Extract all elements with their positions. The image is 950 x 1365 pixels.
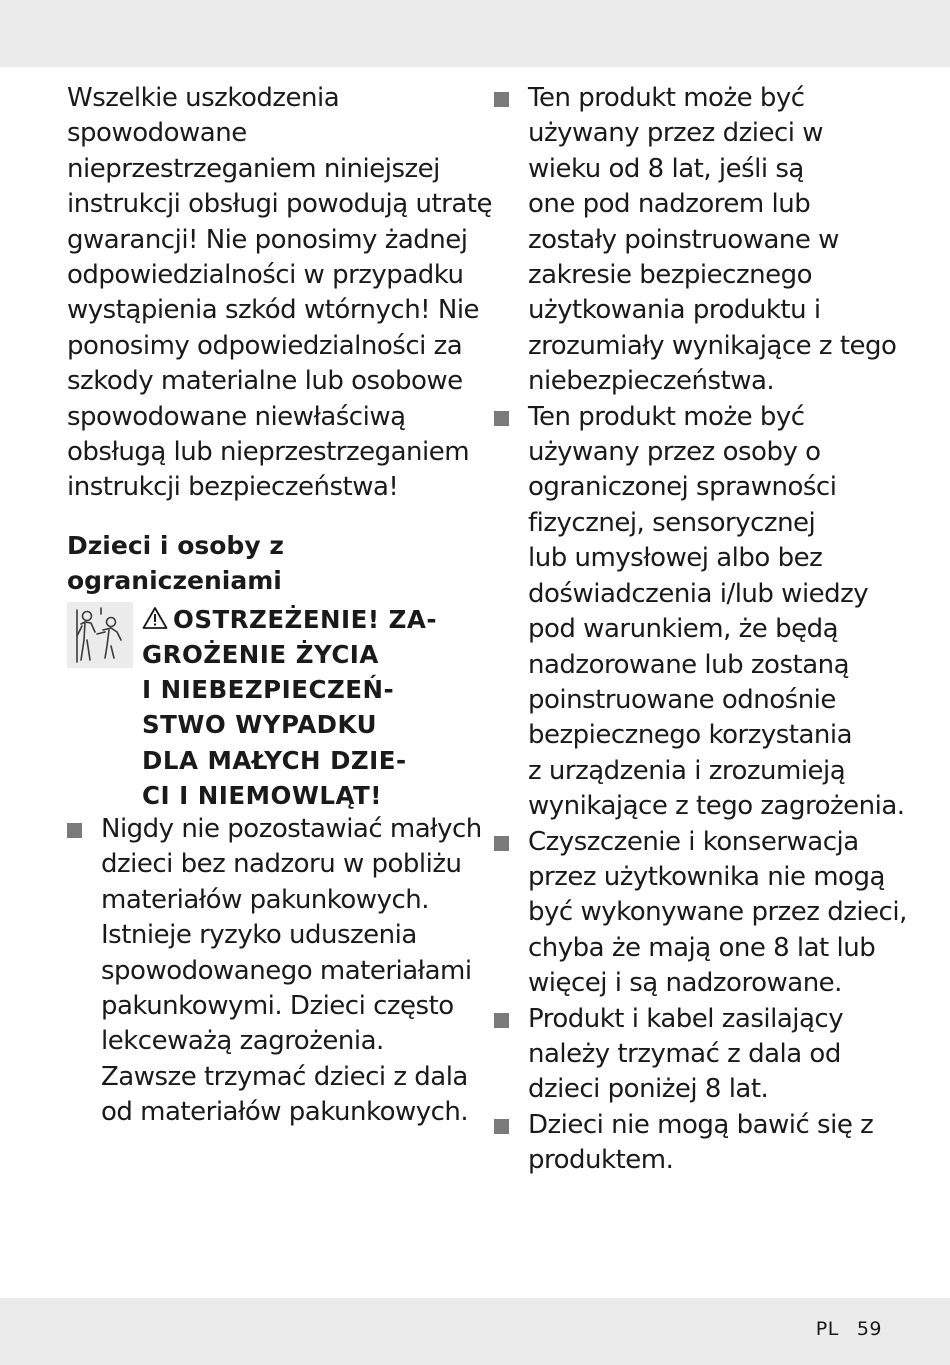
bullet-line: niebezpieczeństwa. — [528, 366, 775, 397]
bullet-line: wieku od 8 lat, jeśli są — [528, 153, 804, 184]
bullet-line: pakunkowymi. Dzieci często — [101, 990, 454, 1021]
list-item — [494, 825, 907, 1002]
warning-block — [67, 602, 467, 812]
intro-line: Wszelkie uszkodzenia — [67, 83, 340, 113]
page-number: 59 — [856, 1318, 882, 1340]
intro-line: odpowiedzialności w przypadku — [67, 260, 464, 291]
intro-line: spowodowane niewłaściwą — [67, 401, 406, 432]
right-column — [494, 81, 907, 1179]
language-code: PL — [815, 1318, 839, 1340]
bullet-square-icon — [67, 823, 82, 838]
bullet-line: ograniczonej sprawności — [528, 472, 837, 503]
bullet-line: Czyszczenie i konserwacja — [528, 826, 859, 857]
intro-line: szkody materialne lub osobowe — [67, 366, 463, 397]
list-item — [494, 1002, 894, 1108]
warning-line: CI I NIEMOWLĄT! — [142, 780, 382, 810]
bullet-line: Produkt i kabel zasilający — [528, 1003, 844, 1034]
warning-line — [142, 602, 437, 637]
intro-line: gwarancji! Nie ponosimy żadnej — [67, 224, 468, 255]
bullet-line: używany przez osoby o — [528, 437, 821, 468]
bullet-line: należy trzymać z dala od — [528, 1038, 841, 1069]
warning-line: STWO WYPADKU — [142, 710, 377, 740]
bullet-line: lub umysłowej albo bez — [528, 543, 823, 574]
list-item — [67, 812, 482, 1131]
bullet-line: fizycznej, sensorycznej — [528, 507, 816, 538]
bullet-line: Ten produkt może być — [528, 401, 805, 432]
list-item — [494, 81, 897, 400]
intro-paragraph — [67, 81, 492, 506]
bullet-square-icon — [494, 92, 509, 107]
child-adult-pictogram-icon — [67, 602, 133, 668]
bullet-square-icon — [494, 1013, 509, 1028]
bullet-line: poinstruowane odnośnie — [528, 684, 836, 715]
bullet-line: Istnieje ryzyko uduszenia — [101, 920, 417, 951]
bullet-square-icon — [494, 411, 509, 426]
warning-line-text: OSTRZEŻENIE! ZA- — [173, 604, 438, 634]
bottom-band — [0, 1298, 950, 1365]
bullet-line: z urządzenia i zrozumieją — [528, 755, 846, 786]
bullet-line: dzieci poniżej 8 lat. — [528, 1074, 769, 1105]
bullet-line: przez użytkownika nie mogą — [528, 861, 885, 892]
bullet-line: produktem. — [528, 1145, 674, 1176]
bullet-line: doświadczenia i/lub wiedzy — [528, 578, 869, 609]
bullet-line: Dzieci nie mogą bawić się z — [528, 1109, 874, 1140]
bullet-line: więcej i są nadzorowane. — [528, 968, 842, 999]
bullet-line: być wykonywane przez dzieci, — [528, 897, 907, 928]
warning-line: GROŻENIE ŻYCIA — [142, 640, 379, 670]
bullet-line: dzieci bez nadzoru w pobliżu — [101, 849, 462, 880]
warning-line: I NIEBEZPIECZEŃ- — [142, 675, 395, 705]
bullet-line: zostały poinstruowane w — [528, 224, 839, 255]
bullet-line: używany przez dzieci w — [528, 118, 824, 149]
intro-line: wystąpienia szkód wtórnych! Nie — [67, 295, 480, 326]
bullet-line: pod warunkiem, że będą — [528, 614, 839, 645]
bullet-line: wynikające z tego zagrożenia. — [528, 791, 905, 822]
bullet-line: spowodowanego materiałami — [101, 955, 472, 986]
bullet-square-icon — [494, 1119, 509, 1134]
list-item — [494, 1108, 894, 1179]
intro-line: ponosimy odpowiedzialności za — [67, 330, 463, 361]
page-footer — [816, 1318, 882, 1340]
top-band — [0, 0, 950, 67]
bullet-line: chyba że mają one 8 lat lub — [528, 932, 876, 963]
section-heading — [67, 528, 467, 598]
intro-line: spowodowane — [67, 118, 247, 149]
intro-line: obsługą lub nieprzestrzeganiem — [67, 437, 470, 468]
bullet-line: zrozumiały wynikające z tego — [528, 330, 897, 361]
bullet-line: od materiałów pakunkowych. — [101, 1097, 469, 1128]
bullet-line: nadzorowane lub zostaną — [528, 649, 850, 680]
bullet-line: one pod nadzorem lub — [528, 189, 811, 220]
heading-line: Dzieci i osoby z — [67, 530, 284, 560]
bullet-line: lekceważą zagrożenia. — [101, 1026, 384, 1057]
bullet-line: materiałów pakunkowych. — [101, 884, 429, 915]
bullet-line: Nigdy nie pozostawiać małych — [101, 813, 482, 844]
warning-triangle-icon — [142, 606, 168, 630]
warning-line: DLA MAŁYCH DZIE- — [142, 745, 407, 775]
left-bullet-list — [67, 812, 482, 1131]
bullet-line: Ten produkt może być — [528, 83, 805, 113]
bullet-line: zakresie bezpiecznego — [528, 260, 812, 291]
bullet-square-icon — [494, 836, 509, 851]
intro-line: instrukcji bezpieczeństwa! — [67, 472, 399, 503]
intro-line: instrukcji obsługi powodują utratę — [67, 189, 492, 220]
left-column — [67, 81, 492, 1131]
warning-text — [142, 602, 437, 813]
bullet-line: bezpiecznego korzystania — [528, 720, 853, 751]
intro-line: nieprzestrzeganiem niniejszej — [67, 153, 440, 184]
bullet-line: Zawsze trzymać dzieci z dala — [101, 1061, 468, 1092]
heading-line: ograniczeniami — [67, 565, 282, 595]
bullet-line: użytkowania produktu i — [528, 295, 821, 326]
right-bullet-list — [494, 81, 907, 1179]
list-item — [494, 400, 905, 825]
